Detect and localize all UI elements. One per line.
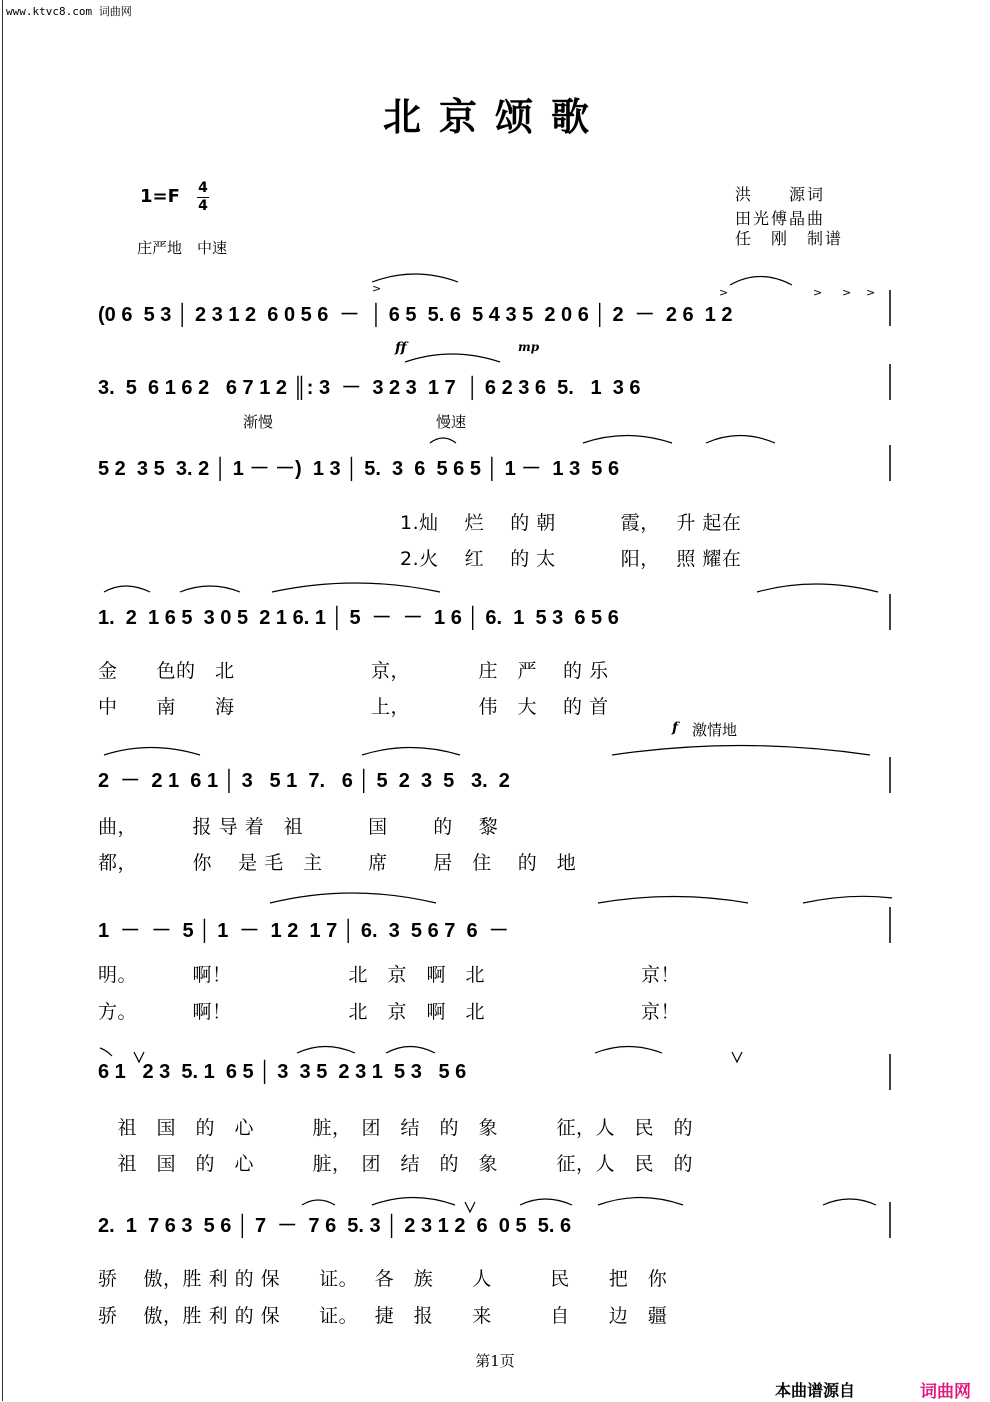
svg-text:>: > xyxy=(719,286,729,299)
lyric-row-8-verse-1: 骄 傲，胜 利 的 保 证。 各 族 人 民 把 你 xyxy=(98,1268,668,1290)
dynamic-f: f xyxy=(672,720,679,736)
svg-text:>: > xyxy=(866,286,876,299)
time-signature-top: 4 xyxy=(198,180,208,196)
notation-row-8: 2. 1 7 6 3 5 6 │ 7 － 7 6 5. 3 │ 2 3 1 2 6 0 5 5. 6 xyxy=(98,1215,572,1237)
lyric-row-5-verse-2: 都， 你 是 毛 主 席 居 住 的 地 xyxy=(98,852,577,874)
tempo-marking: 庄严地 中速 xyxy=(137,239,228,257)
key-signature: 1=F xyxy=(140,186,180,207)
lyric-row-3-verse-1: 1.灿 烂 的 朝 霞， 升 起在 xyxy=(400,512,742,534)
page-number: 第1页 xyxy=(475,1352,515,1370)
lyric-row-6-verse-1: 明。 啊！ 北 京 啊 北 京！ xyxy=(98,964,681,986)
svg-text:>: > xyxy=(372,282,382,295)
notation-row-2: 3. 5 6 1 6 2 6 7 1 2 ║: 3 － 3 2 3 1 7 │ 6 2 3 6 5. 1 3 6 xyxy=(98,377,641,399)
source-label: 本曲谱源自 xyxy=(775,1381,856,1400)
notation-row-7: 6 1 2 3 5. 1 6 5 │ 3 3 5 2 3 1 5 3 5 6 xyxy=(98,1061,467,1083)
notation-row-5: 2 － 2 1 6 1 │ 3 5 1 7. 6 │ 5 2 3 5 3. 2 xyxy=(98,770,510,792)
lyric-row-3-verse-2: 2.火 红 的 太 阳， 照 耀在 xyxy=(400,548,742,570)
svg-text:>: > xyxy=(842,286,852,299)
notation-row-3: 5 2 3 5 3. 2 │ 1 － －) 1 3 │ 5. 3 6 5 6 5 │ 1 － 1 3 5 6 xyxy=(98,458,620,480)
lyric-row-7-verse-1: 祖 国 的 心 脏， 团 结 的 象 征，人 民 的 xyxy=(98,1117,694,1139)
dynamic-mp: mp xyxy=(518,340,540,354)
credit-transcriber: 任 刚 制谱 xyxy=(735,229,844,248)
lyric-row-4-verse-2: 中 南 海 上， 伟 大 的 首 xyxy=(98,696,609,718)
notation-row-1: (0 6 5 3 │ 2 3 1 2 6 0 5 6 － │ 6 5 5. 6 5 4 3 5 2 0 6 │ 2 － 2 6 1 2 xyxy=(98,304,733,326)
svg-text:>: > xyxy=(813,286,823,299)
watermark: www.ktvc8.com 词曲网 xyxy=(6,5,132,18)
expression-mansu: 慢速 xyxy=(436,413,467,431)
song-title: 北京颂歌 xyxy=(382,94,607,139)
time-signature-bottom: 4 xyxy=(198,198,208,214)
credit-lyricist: 洪 源词 xyxy=(735,185,826,204)
lyric-row-4-verse-1: 金 色的 北 京， 庄 严 的 乐 xyxy=(98,660,609,682)
lyric-row-6-verse-2: 方。 啊！ 北 京 啊 北 京！ xyxy=(98,1001,681,1023)
site-logo[interactable]: 词曲网 xyxy=(920,1382,971,1402)
notation-row-6: 1 － － 5 │ 1 － 1 2 1 7 │ 6. 3 5 6 7 6 － xyxy=(98,920,509,942)
notation-row-4: 1. 2 1 6 5 3 0 5 2 1 6. 1 │ 5 － － 1 6 │ 6. 1 5 3 6 5 6 xyxy=(98,607,619,629)
expression-jianman: 渐慢 xyxy=(243,413,274,431)
lyric-row-7-verse-2: 祖 国 的 心 脏， 团 结 的 象 征，人 民 的 xyxy=(98,1153,694,1175)
credit-composer: 田光傅晶曲 xyxy=(735,209,826,228)
lyric-row-8-verse-2: 骄 傲，胜 利 的 保 证。 捷 报 来 自 边 疆 xyxy=(98,1305,668,1327)
expression-jiqing: 激情地 xyxy=(692,721,738,739)
lyric-row-5-verse-1: 曲， 报 导 着 祖 国 的 黎 xyxy=(98,816,499,838)
dynamic-ff: ff xyxy=(395,340,407,356)
